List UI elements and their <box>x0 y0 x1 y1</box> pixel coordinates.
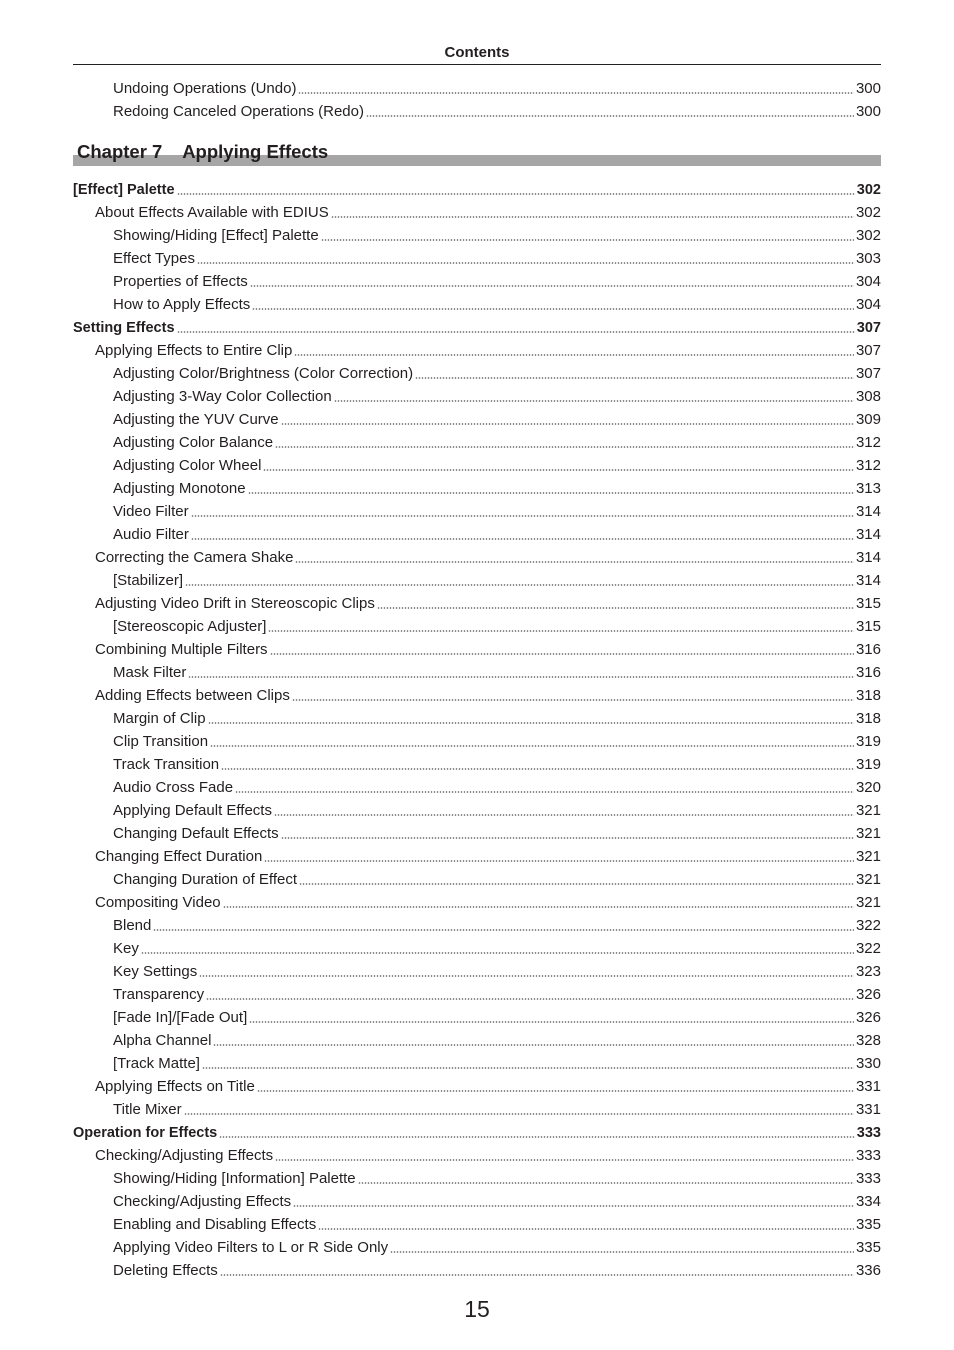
header-rule <box>73 64 881 65</box>
dot-leader <box>202 1067 854 1069</box>
toc-entry-label: Audio Cross Fade <box>113 779 234 796</box>
toc-entry-label: Showing/Hiding [Effect] Palette <box>113 227 319 244</box>
dot-leader <box>318 1228 854 1230</box>
toc-entry-page: 333 <box>855 1170 881 1187</box>
toc-entry-page: 307 <box>855 342 881 359</box>
toc-entry-label: Combining Multiple Filters <box>95 641 268 658</box>
toc-entry[interactable] <box>113 617 881 637</box>
toc-entry[interactable] <box>113 387 881 407</box>
toc-entry[interactable] <box>95 847 881 867</box>
toc-entry-page: 330 <box>855 1055 881 1072</box>
toc-entry[interactable] <box>73 180 881 200</box>
dot-leader <box>220 1274 854 1276</box>
toc-entry-label: Adding Effects between Clips <box>95 687 290 704</box>
toc-entry[interactable] <box>113 985 881 1005</box>
toc-entry[interactable] <box>113 364 881 384</box>
toc-entry-label: Adjusting Monotone <box>113 480 246 497</box>
dot-leader <box>221 768 854 770</box>
toc-entry-label: Video Filter <box>113 503 189 520</box>
toc-entry-label: About Effects Available with EDIUS <box>95 204 329 221</box>
toc-entry-label: Changing Default Effects <box>113 825 279 842</box>
dot-leader <box>274 814 854 816</box>
dot-leader <box>191 515 854 517</box>
toc-entry-page: 314 <box>855 526 881 543</box>
toc-entry-label: Transparency <box>113 986 205 1003</box>
toc-entry-label: Enabling and Disabling Effects <box>113 1216 317 1233</box>
dot-leader <box>299 883 854 885</box>
toc-entry[interactable] <box>113 801 881 821</box>
toc-entry-label: Applying Effects on Title <box>95 1078 255 1095</box>
toc-entry-page: 314 <box>855 549 881 566</box>
chapter-heading: Chapter 7 Applying Effects <box>77 141 329 162</box>
toc-entry[interactable] <box>95 203 881 223</box>
toc-entry-page: 307 <box>855 365 881 382</box>
toc-entry-page: 333 <box>855 1147 881 1164</box>
toc-entry[interactable] <box>113 226 881 246</box>
toc-entry[interactable] <box>95 548 881 568</box>
toc-entry-page: 326 <box>855 986 881 1003</box>
toc-entry[interactable] <box>113 663 881 683</box>
toc-entry-label: Adjusting 3-Way Color Collection <box>113 388 332 405</box>
toc-entry[interactable] <box>113 732 881 752</box>
toc-entry[interactable] <box>73 318 881 338</box>
toc-entry-label: Adjusting Color Wheel <box>113 457 262 474</box>
toc-entry-page: 300 <box>855 80 881 97</box>
toc-entry-label: Key Settings <box>113 963 198 980</box>
dot-leader <box>249 1021 854 1023</box>
toc-entry-label: Margin of Clip <box>113 710 206 727</box>
toc-entry-label: Showing/Hiding [Information] Palette <box>113 1170 356 1187</box>
toc-entry[interactable] <box>113 249 881 269</box>
toc-entry-label: Checking/Adjusting Effects <box>113 1193 292 1210</box>
dot-leader <box>293 1205 854 1207</box>
toc-entry-label: [Stereoscopic Adjuster] <box>113 618 267 635</box>
dot-leader <box>415 377 854 379</box>
toc-entry-page: 323 <box>855 963 881 980</box>
dot-leader <box>275 446 854 448</box>
toc-entry[interactable] <box>113 755 881 775</box>
toc-entry-page: 302 <box>855 204 881 221</box>
toc-entry[interactable] <box>113 479 881 499</box>
toc-entry-page: 328 <box>855 1032 881 1049</box>
toc-entry[interactable] <box>113 1008 881 1028</box>
toc-entry-page: 334 <box>855 1193 881 1210</box>
toc-entry[interactable] <box>113 79 881 99</box>
toc-entry-label: Track Transition <box>113 756 220 773</box>
toc-entry-label: Blend <box>113 917 152 934</box>
dot-leader <box>235 791 854 793</box>
toc-entry-label: Adjusting the YUV Curve <box>113 411 279 428</box>
dot-leader <box>294 354 854 356</box>
toc-entry-page: 304 <box>855 296 881 313</box>
toc-entry-page: 315 <box>855 618 881 635</box>
toc-entry[interactable] <box>113 962 881 982</box>
toc-entry-page: 315 <box>855 595 881 612</box>
dot-leader <box>257 1090 854 1092</box>
toc-entry-label: Applying Default Effects <box>113 802 272 819</box>
dot-leader <box>184 1113 854 1115</box>
dot-leader <box>153 929 854 931</box>
toc-entry-page: 304 <box>855 273 881 290</box>
page-header-title: Contents <box>444 44 510 61</box>
toc-entry-label: Undoing Operations (Undo) <box>113 80 297 97</box>
toc-entry-page: 318 <box>855 687 881 704</box>
toc-entry-page: 314 <box>855 503 881 520</box>
toc-entry-page: 309 <box>855 411 881 428</box>
toc-entry[interactable] <box>95 1146 881 1166</box>
dot-leader <box>252 308 854 310</box>
toc-entry[interactable] <box>113 1215 881 1235</box>
dot-leader <box>281 837 854 839</box>
dot-leader <box>141 952 854 954</box>
dot-leader <box>177 193 855 195</box>
dot-leader <box>298 92 854 94</box>
toc-entry-label: Applying Video Filters to L or R Side Only <box>113 1239 389 1256</box>
toc-entry[interactable] <box>113 916 881 936</box>
dot-leader <box>275 1159 854 1161</box>
toc-entry-page: 331 <box>855 1078 881 1095</box>
dot-leader <box>331 216 854 218</box>
toc-entry[interactable] <box>113 433 881 453</box>
toc-entry-label: How to Apply Effects <box>113 296 251 313</box>
toc-entry-page: 321 <box>855 894 881 911</box>
toc-entry-label: Effect Types <box>113 250 195 267</box>
toc-entry[interactable] <box>95 341 881 361</box>
toc-entry-page: 321 <box>855 871 881 888</box>
dot-leader <box>210 745 854 747</box>
toc-entry-label: Operation for Effects <box>73 1125 218 1141</box>
toc-entry-page: 302 <box>855 227 881 244</box>
toc-entry-label: Applying Effects to Entire Clip <box>95 342 293 359</box>
toc-entry-page: 312 <box>855 457 881 474</box>
dot-leader <box>219 1136 855 1138</box>
dot-leader <box>191 538 854 540</box>
toc-entry-label: Compositing Video <box>95 894 221 911</box>
toc-entry-label: Key <box>113 940 139 957</box>
toc-entry-page: 316 <box>855 664 881 681</box>
toc-entry[interactable] <box>95 594 881 614</box>
toc-entry-label: [Fade In]/[Fade Out] <box>113 1009 248 1026</box>
toc-entry[interactable] <box>113 1261 881 1281</box>
toc-entry[interactable] <box>113 1100 881 1120</box>
toc-entry[interactable] <box>113 295 881 315</box>
toc-entry-page: 336 <box>855 1262 881 1279</box>
toc-entry-page: 321 <box>855 825 881 842</box>
toc-entry-label: [Effect] Palette <box>73 182 175 198</box>
toc-entry[interactable] <box>113 939 881 959</box>
toc-entry-page: 303 <box>855 250 881 267</box>
dot-leader <box>177 331 855 333</box>
toc-entry-label: Adjusting Color/Brightness (Color Correction) <box>113 365 414 382</box>
dot-leader <box>264 860 854 862</box>
toc-entry-page: 333 <box>856 1125 881 1141</box>
toc-entry-page: 308 <box>855 388 881 405</box>
toc-entry-page: 322 <box>855 940 881 957</box>
toc-entry-label: Deleting Effects <box>113 1262 218 1279</box>
dot-leader <box>366 115 854 117</box>
toc-entry[interactable] <box>113 778 881 798</box>
toc-entry-page: 320 <box>855 779 881 796</box>
toc-entry[interactable] <box>113 1192 881 1212</box>
dot-leader <box>197 262 854 264</box>
dot-leader <box>390 1251 854 1253</box>
dot-leader <box>377 607 854 609</box>
toc-entry-page: 300 <box>855 103 881 120</box>
toc-entry-label: [Track Matte] <box>113 1055 200 1072</box>
toc-entry[interactable] <box>113 502 881 522</box>
toc-entry-page: 312 <box>855 434 881 451</box>
toc-entry-label: Setting Effects <box>73 320 175 336</box>
toc-entry[interactable] <box>113 410 881 430</box>
dot-leader <box>208 722 854 724</box>
toc-entry-label: Clip Transition <box>113 733 209 750</box>
toc-entry-label: Audio Filter <box>113 526 189 543</box>
dot-leader <box>321 239 854 241</box>
toc-entry-page: 335 <box>855 1216 881 1233</box>
toc-entry[interactable] <box>95 640 881 660</box>
toc-entry-label: Properties of Effects <box>113 273 248 290</box>
toc-entry-label: Correcting the Camera Shake <box>95 549 294 566</box>
toc-entry[interactable] <box>95 1077 881 1097</box>
dot-leader <box>281 423 854 425</box>
toc-entry-label: [Stabilizer] <box>113 572 184 589</box>
toc-entry-page: 331 <box>855 1101 881 1118</box>
toc-entry[interactable] <box>95 686 881 706</box>
toc-entry[interactable] <box>113 1169 881 1189</box>
toc-entry-page: 321 <box>855 802 881 819</box>
toc-entry[interactable] <box>113 272 881 292</box>
dot-leader <box>199 975 854 977</box>
dot-leader <box>223 906 854 908</box>
toc-entry[interactable] <box>113 870 881 890</box>
toc-entry-page: 318 <box>855 710 881 727</box>
toc-entry[interactable] <box>113 456 881 476</box>
toc-entry[interactable] <box>113 1031 881 1051</box>
toc-entry-page: 319 <box>855 733 881 750</box>
toc-entry-page: 335 <box>855 1239 881 1256</box>
toc-entry[interactable] <box>113 571 881 591</box>
toc-entry-label: Adjusting Color Balance <box>113 434 274 451</box>
dot-leader <box>250 285 854 287</box>
toc-entry-label: Changing Duration of Effect <box>113 871 298 888</box>
toc-entry-label: Alpha Channel <box>113 1032 212 1049</box>
dot-leader <box>248 492 854 494</box>
dot-leader <box>270 653 854 655</box>
toc-entry-label: Checking/Adjusting Effects <box>95 1147 274 1164</box>
toc-entry-page: 307 <box>856 320 881 336</box>
page-number: 15 <box>464 1296 490 1322</box>
dot-leader <box>268 630 854 632</box>
toc-entry-page: 322 <box>855 917 881 934</box>
dot-leader <box>185 584 854 586</box>
toc-entry-page: 316 <box>855 641 881 658</box>
toc-entry[interactable] <box>113 1238 881 1258</box>
toc-entry[interactable] <box>113 525 881 545</box>
toc-entry[interactable] <box>113 709 881 729</box>
toc-entry-label: Redoing Canceled Operations (Redo) <box>113 103 364 120</box>
toc-entry-page: 302 <box>856 182 881 198</box>
toc-entry[interactable] <box>113 824 881 844</box>
dot-leader <box>213 1044 854 1046</box>
toc-entry-page: 314 <box>855 572 881 589</box>
dot-leader <box>263 469 854 471</box>
toc-entry[interactable] <box>73 1123 881 1143</box>
toc-entry-page: 321 <box>855 848 881 865</box>
toc-entry-page: 319 <box>855 756 881 773</box>
dot-leader <box>292 699 854 701</box>
toc-entry[interactable] <box>113 1054 881 1074</box>
toc-entry-page: 313 <box>855 480 881 497</box>
dot-leader <box>334 400 854 402</box>
dot-leader <box>206 998 854 1000</box>
dot-leader <box>295 561 854 563</box>
toc-entry[interactable] <box>113 102 881 122</box>
toc-entry-page: 326 <box>855 1009 881 1026</box>
toc-entry-label: Title Mixer <box>113 1101 182 1118</box>
toc-entry[interactable] <box>95 893 881 913</box>
dot-leader <box>358 1182 854 1184</box>
dot-leader <box>188 676 854 678</box>
toc-entry-label: Mask Filter <box>113 664 187 681</box>
toc-entry-label: Adjusting Video Drift in Stereoscopic Clips <box>95 595 375 612</box>
toc-entry-label: Changing Effect Duration <box>95 848 263 865</box>
